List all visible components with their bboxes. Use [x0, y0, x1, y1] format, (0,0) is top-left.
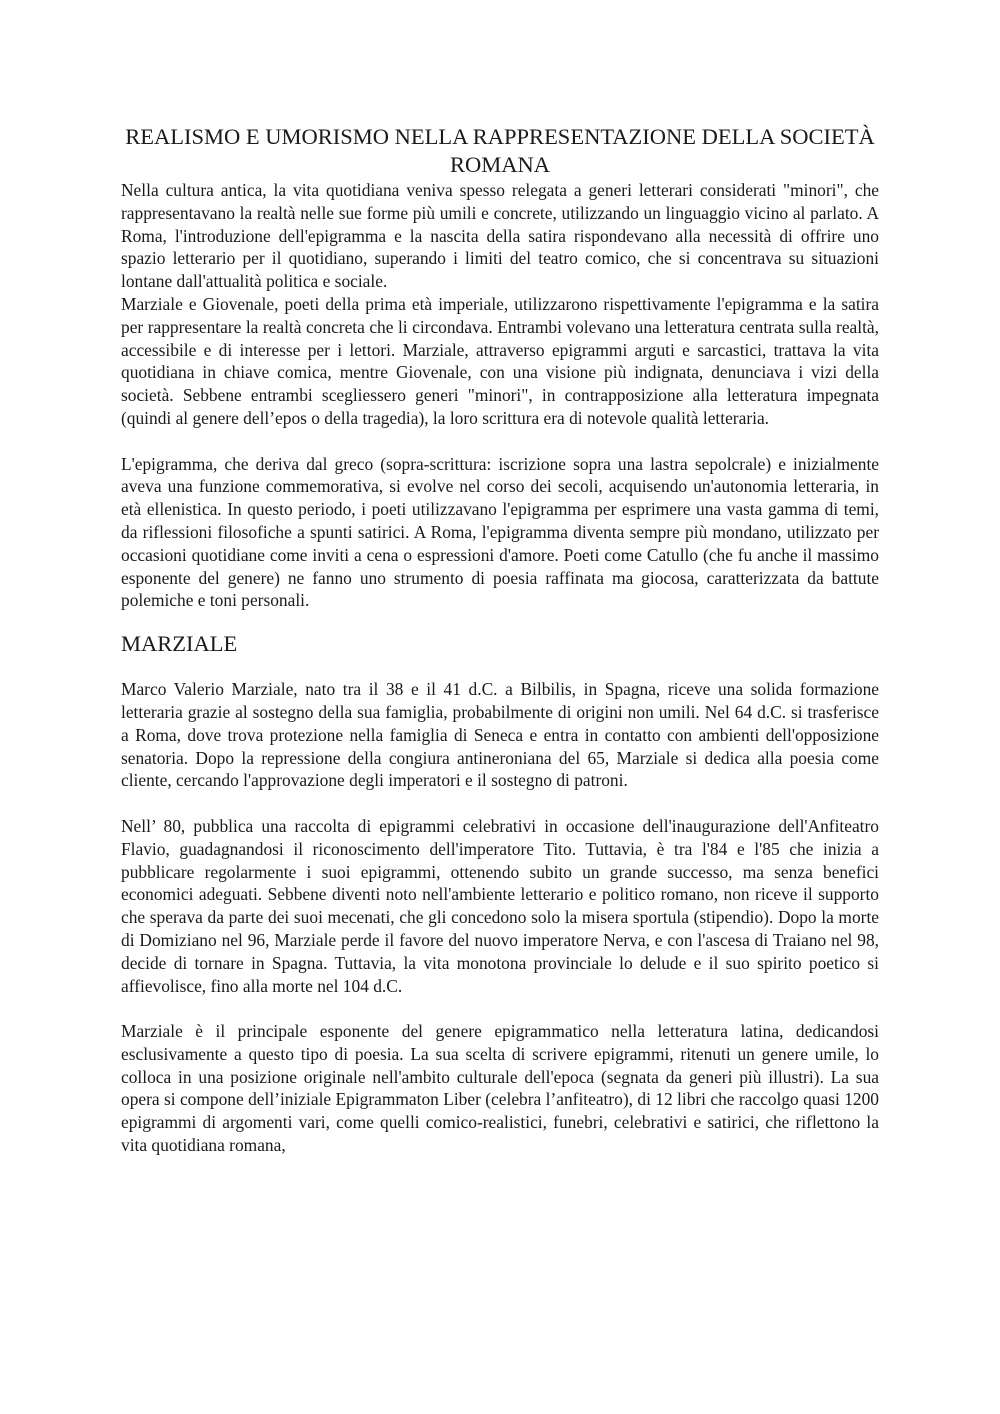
paragraph-gap: [121, 792, 879, 815]
paragraph-intro-3: L'epigramma, che deriva dal greco (sopra-scrittura: iscrizione sopra una lastra sepolcrale) e inizialmente aveva una funzione commemorativa, si evolve nel corso dei secoli, acquisendo un'autonomia letteraria, in età ellenistica. In questo periodo, i poeti utilizzavano l'epigramma per esprimere una vasta gamma di temi, da riflessioni filosofiche a spunti satirici. A Roma, l'epigramma diventa sempre più mondano, utilizzato per occasioni quotidiane come inviti a cena o espressioni d'amore. Poeti come Catullo (che fu anche il massimo esponente del genere) ne fanno uno strumento di poesia raffinata ma giocosa, caratterizzata da battute polemiche e toni personali.: [121, 453, 879, 611]
paragraph-marziale-2: Nell’ 80, pubblica una raccolta di epigrammi celebrativi in occasione dell'inaugurazione dell'Anfiteatro Flavio, guadagnandosi il riconoscimento dell'imperatore Tito. Tuttavia, è tra l'84 e l'85 che inizia a pubblicare regolarmente i suoi epigrammi, ottenendo subito un grande successo, ma senza benefici economici adeguati. Sebbene diventi noto nell'ambiente letterario e politico romano, non riceve il supporto che sperava da parte dei suoi mecenati, che gli concedono solo la misera sportula (stipendio). Dopo la morte di Domiziano nel 96, Marziale perde il favore del nuovo imperatore Nerva, e con l'ascesa di Traiano nel 98, decide di tornare in Spagna. Tuttavia, la vita monotona provinciale lo delude e il suo spirito poetico si affievolisce, fino alla morte nel 104 d.C.: [121, 815, 879, 996]
paragraph-marziale-1: Marco Valerio Marziale, nato tra il 38 e il 41 d.C. a Bilbilis, in Spagna, riceve una solida formazione letteraria grazie al sostegno della sua famiglia, probabilmente di origini non umili. Nel 64 d.C. si trasferisce a Roma, dove trova protezione nella famiglia di Seneca e entra in contatto con ambienti dell'opposizione senatoria. Dopo la repressione della congiura antineroniana del 65, Marziale si dedica alla poesia come cliente, cercando l'approvazione degli imperatori e il sostegno di patroni.: [121, 679, 879, 791]
section-heading: MARZIALE: [121, 631, 238, 657]
paragraph-marziale-3: Marziale è il principale esponente del genere epigrammatico nella letteratura latina, dedicandosi esclusivamente a questo tipo di poesia. La sua scelta di scrivere epigrammi, ritenuti un genere umile, lo colloca in una posizione originale nell'ambito culturale dell'epoca (segnata da generi più illustri). La sua opera si compone dell’iniziale Epigrammaton Liber (celebra l’anfiteatro), di 12 libri che raccolgo quasi 1200 epigrammi di argomenti vari, come quelli comico-realistici, funebri, celebrativi e satirici, che riflettono la vita quotidiana romana,: [121, 1021, 879, 1156]
paragraph-intro-2: Marziale e Giovenale, poeti della prima età imperiale, utilizzarono rispettivamente l'epigramma e la satira per rappresentare la realtà concreta che li circondava. Entrambi volevano una letteratura centrata sulla realtà, accessibile e di interesse per i lettori. Marziale, attraverso epigrammi arguti e sarcastici, trattava la vita quotidiana in chiave comica, mentre Giovenale, con una visione più indignata, denunciava i vizi della società. Sebbene entrambi scegliessero generi "minori", in contrapposizione alla letteratura impegnata (quindi al genere dell’epos o della tragedia), la loro scrittura era di notevole qualità letteraria.: [121, 293, 879, 428]
document-page: [121, 123, 879, 1157]
paragraph-intro-1: Nella cultura antica, la vita quotidiana veniva spesso relegata a generi letterari considerati "minori", che rappresentavano la realtà nelle sue forme più umili e concrete, utilizzando un linguaggio vicino al parlato. A Roma, l'introduzione dell'epigramma e la nascita della satira rispondevano alla necessità di offrire uno spazio letterario per il quotidiano, superando i limiti del teatro comico, che si concentrava su situazioni lontane dall'attualità politica e sociale.: [121, 180, 879, 292]
paragraph-gap: [121, 997, 879, 1020]
paragraph-gap: [121, 430, 879, 453]
document-title: REALISMO E UMORISMO NELLA RAPPRESENTAZIONE DELLA SOCIETÀ ROMANA: [125, 124, 875, 177]
